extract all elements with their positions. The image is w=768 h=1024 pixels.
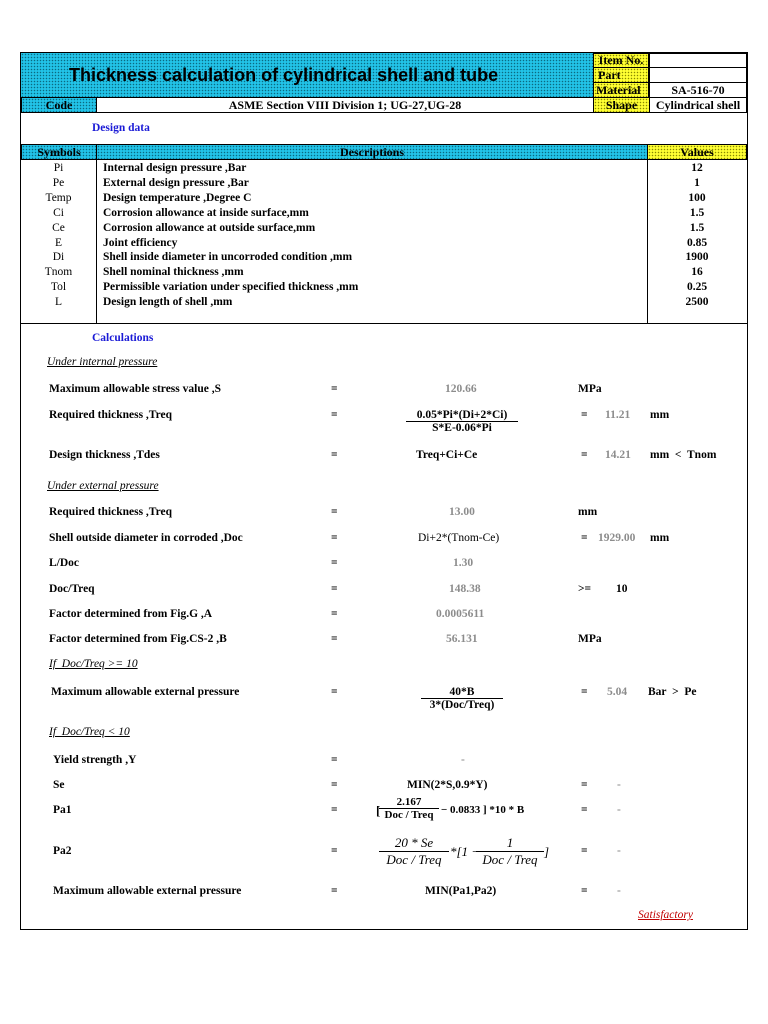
design-symbol: Ci <box>53 206 64 219</box>
treq-denominator: S*E-0.06*Pi <box>432 422 492 434</box>
design-description: Corrosion allowance at outside surface,mm <box>103 221 316 234</box>
design-description: Design length of shell ,mm <box>103 296 233 309</box>
equals-sign: = <box>581 409 588 421</box>
design-symbol: Tnom <box>44 266 73 279</box>
pa1-fraction <box>379 796 439 821</box>
pa2-fraction-1 <box>379 835 449 868</box>
design-description: Shell nominal thickness ,mm <box>103 266 244 279</box>
pa-value: 5.04 <box>607 686 628 698</box>
treq-numerator: 0.05*Pi*(Di+2*Ci) <box>406 409 518 422</box>
design-value: 1.5 <box>689 206 705 219</box>
pa1-value: - <box>617 804 621 816</box>
design-value: 12 <box>691 162 703 174</box>
col-values: Values <box>647 144 747 160</box>
equals-sign: = <box>581 449 588 461</box>
design-symbol: E <box>54 236 63 249</box>
pamax-formula: MIN(Pa1,Pa2) <box>425 885 497 897</box>
shape-label: Shape <box>593 97 650 113</box>
equals-sign: = <box>331 532 338 544</box>
pa-unit: Bar > Pe <box>648 686 697 698</box>
design-divider-left <box>96 159 97 323</box>
equals-sign: = <box>331 557 338 569</box>
equals-sign: = <box>331 608 338 620</box>
equals-sign: = <box>581 885 588 897</box>
yield-label: Yield strength ,Y <box>53 754 137 766</box>
design-value: 100 <box>688 191 706 204</box>
design-value: 16 <box>691 266 703 279</box>
doctreq-value: 148.38 <box>449 583 481 595</box>
equals-sign: = <box>581 804 588 816</box>
pa1-rest: − 0.0833 ] *10 * B <box>441 804 525 816</box>
shape-value: Cylindrical shell <box>649 97 747 113</box>
equals-sign: = <box>331 409 338 421</box>
material-label: Material <box>593 82 649 98</box>
pamax-value: - <box>617 885 621 897</box>
equals-sign: = <box>331 383 338 395</box>
equals-sign: = <box>331 449 338 461</box>
pa2-numerator-2: 1 <box>476 835 544 852</box>
design-value: 1900 <box>685 251 709 264</box>
design-symbol: L <box>54 296 63 309</box>
se-value: - <box>617 779 621 791</box>
design-symbol: Ce <box>52 221 65 234</box>
equals-sign: = <box>331 885 338 897</box>
part-label: Part <box>593 67 649 83</box>
treq2-label: Required thickness ,Treq <box>49 506 173 518</box>
tdes-value: 14.21 <box>605 449 631 461</box>
treq-unit: mm <box>650 409 670 421</box>
tdes-label: Design thickness ,Tdes <box>49 449 160 461</box>
design-description: Corrosion allowance at inside surface,mm <box>103 206 309 219</box>
se-formula: MIN(2*S,0.9*Y) <box>407 779 488 791</box>
item-no-label: Item No. <box>593 53 649 68</box>
design-value: 2500 <box>685 296 709 309</box>
design-symbol: Tol <box>50 281 67 294</box>
code-value: ASME Section VIII Division 1; UG-27,UG-28 <box>96 97 594 113</box>
doctreq-comparator: >= <box>578 583 592 595</box>
item-no-value <box>649 53 747 68</box>
calculations-heading: Calculations <box>92 332 154 344</box>
result-status: Satisfactory <box>638 909 693 921</box>
pa1-label: Pa1 <box>53 804 72 816</box>
equals-sign: = <box>331 845 338 857</box>
design-value: 0.85 <box>686 236 708 249</box>
pa1-open-bracket: [ <box>376 803 381 818</box>
doc-label: Shell outside diameter in corroded ,Doc <box>49 532 243 544</box>
col-descriptions: Descriptions <box>96 144 648 160</box>
pa2-value: - <box>617 845 621 857</box>
se-label: Se <box>53 779 65 791</box>
equals-sign: = <box>331 779 338 791</box>
equals-sign: = <box>581 532 588 544</box>
doctreq-label: Doc/Treq <box>49 583 95 595</box>
equals-sign: = <box>581 845 588 857</box>
doc-unit: mm <box>650 532 670 544</box>
design-symbol: Pe <box>52 176 65 189</box>
design-value: 1 <box>694 176 700 189</box>
ldoc-label: L/Doc <box>49 557 80 569</box>
factor-b-label: Factor determined from Fig.CS-2 ,B <box>49 633 227 645</box>
doc-value: 1929.00 <box>598 532 636 544</box>
calculation-sheet <box>20 52 748 930</box>
design-symbol: Temp <box>45 191 72 204</box>
design-description: Design temperature ,Degree C <box>103 191 252 204</box>
part-value <box>649 67 747 83</box>
equals-sign: = <box>331 583 338 595</box>
pa-denominator: 3*(Doc/Treq) <box>429 699 495 711</box>
if-ratio-ge-10-heading: If Doc/Treq >= 10 <box>49 658 138 670</box>
internal-pressure-heading: Under internal pressure <box>47 356 158 368</box>
equals-sign: = <box>331 506 338 518</box>
pa-label: Maximum allowable external pressure <box>51 686 240 698</box>
treq2-value: 13.00 <box>449 506 475 518</box>
design-description: Permissible variation under specified thickness ,mm <box>103 281 359 294</box>
col-symbols: Symbols <box>21 144 97 160</box>
pa-formula <box>421 686 503 711</box>
tdes-formula: Treq+Ci+Ce <box>416 449 478 461</box>
tdes-unit: mm < Tnom <box>650 449 717 461</box>
pa1-denominator: Doc / Treq <box>384 809 434 821</box>
pa1-numerator: 2.167 <box>379 796 439 809</box>
pa2-middle: *[1 − <box>450 844 481 859</box>
design-symbol: Pi <box>53 162 64 174</box>
pa2-fraction-2 <box>476 835 544 868</box>
pa2-denominator-2: Doc / Treq <box>482 852 538 867</box>
factor-b-value: 56.131 <box>446 633 478 645</box>
factor-b-unit: MPa <box>578 633 602 645</box>
yield-value: - <box>461 754 465 766</box>
equals-sign: = <box>581 686 588 698</box>
if-ratio-lt-10-heading: If Doc/Treq < 10 <box>49 726 130 738</box>
stress-value: 120.66 <box>445 383 477 395</box>
treq-formula <box>406 409 518 434</box>
design-description: Internal design pressure ,Bar <box>103 162 247 174</box>
ldoc-value: 1.30 <box>453 557 474 569</box>
equals-sign: = <box>331 633 338 645</box>
treq-value: 11.21 <box>605 409 631 421</box>
material-value: SA-516-70 <box>649 82 747 98</box>
pa-numerator: 40*B <box>421 686 503 699</box>
code-label: Code <box>21 97 97 113</box>
page-title: Thickness calculation of cylindrical shell and tube <box>69 65 499 85</box>
design-value: 1.5 <box>689 221 705 234</box>
doc-formula: Di+2*(Tnom-Ce) <box>418 532 500 544</box>
design-description: External design pressure ,Bar <box>103 176 249 189</box>
factor-a-value: 0.0005611 <box>436 608 485 620</box>
equals-sign: = <box>331 686 338 698</box>
treq-label: Required thickness ,Treq <box>49 409 173 421</box>
design-symbol: Di <box>52 251 65 264</box>
equals-sign: = <box>331 804 338 816</box>
design-description: Joint efficiency <box>103 236 178 249</box>
factor-a-label: Factor determined from Fig.G ,A <box>49 608 213 620</box>
external-pressure-heading: Under external pressure <box>47 480 159 492</box>
treq2-unit: mm <box>578 506 598 518</box>
equals-sign: = <box>581 779 588 791</box>
design-value: 0.25 <box>686 281 708 294</box>
pamax-label: Maximum allowable external pressure <box>53 885 242 897</box>
doctreq-limit: 10 <box>616 583 628 595</box>
design-description: Shell inside diameter in uncorroded condition ,mm <box>103 251 353 264</box>
pa2-label: Pa2 <box>53 845 72 857</box>
pa2-close-bracket: ] <box>544 844 550 859</box>
equals-sign: = <box>331 754 338 766</box>
pa2-denominator-1: Doc / Treq <box>386 852 442 867</box>
pa2-numerator-1: 20 * Se <box>379 835 449 852</box>
stress-unit: MPa <box>578 383 602 395</box>
stress-label: Maximum allowable stress value ,S <box>49 383 221 395</box>
design-data-heading: Design data <box>92 122 150 134</box>
design-bottom-border <box>21 323 747 324</box>
